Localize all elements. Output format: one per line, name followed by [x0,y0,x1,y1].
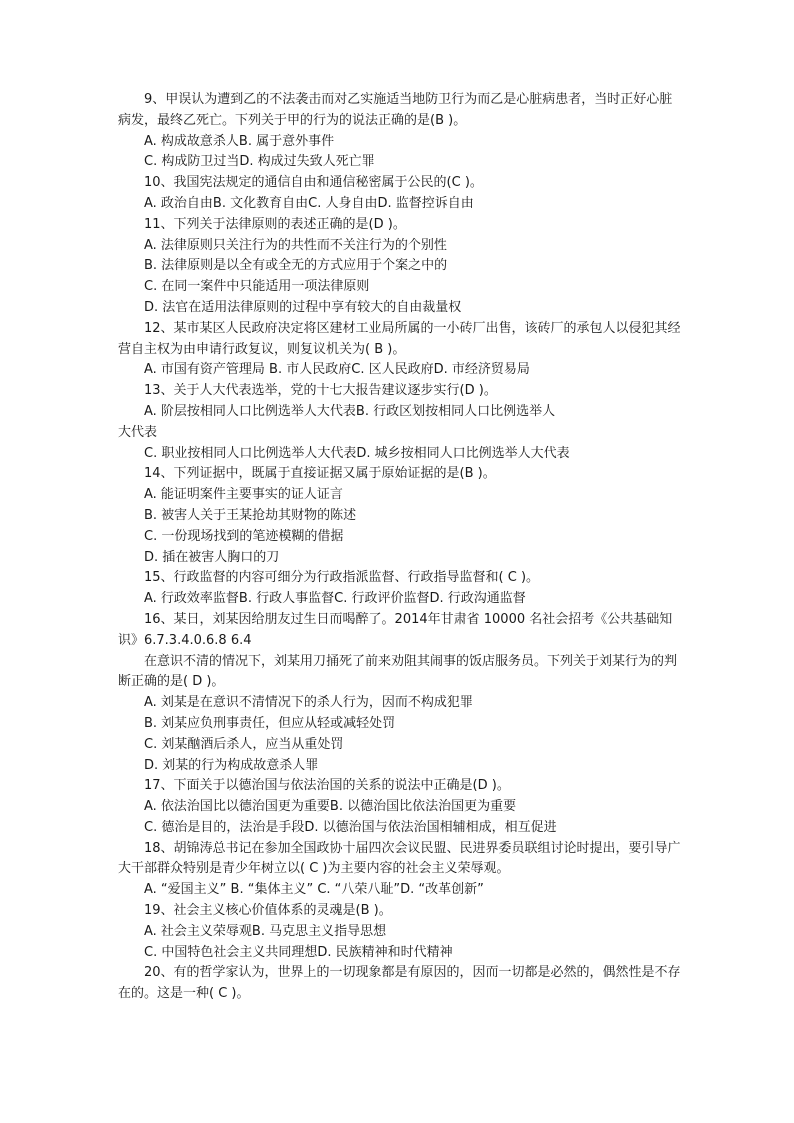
answer-option: B. 被害人关于王某抢劫其财物的陈述 [144,507,357,523]
answer-option: B. 法律原则是以全有或全无的方式应用于个案之中的 [144,258,448,274]
answer-option: D. 法官在适用法律原则的过程中享有较大的自由裁量权 [144,299,462,315]
question-text: 16、某日，刘某因给朋友过生日而喝醉了。2014年甘肃省 10000 名社会招考《公共基础知识》6.7.3.4.0.6.8 6.4 [118,611,673,648]
question-text: 18、胡锦涛总书记在参加全国政协十届四次会议民盟、民进界委员联组讨论时提出，要引导广大干部群众特别是青少年树立以( C )为主要内容的社会主义荣辱观。 [118,840,681,877]
question-text: 9、甲误认为遭到乙的不法袭击而对乙实施适当地防卫行为而乙是心脏病患者，当时正好心脏病发，最终乙死亡。下列关于甲的行为的说法正确的是(B )。 [118,92,673,128]
answer-option: C. 职业按相同人口比例选举人大代表D. 城乡按相同人口比例选举人大代表 [144,445,570,461]
answer-option: A. “爱国主义” B. “集体主义” C. “八荣八耻”D. “改革创新” [144,882,484,898]
answer-option: A. 社会主义荣辱观B. 马克思主义指导思想 [144,923,387,939]
answer-option: C. 中国特色社会主义共同理想D. 民族精神和时代精神 [144,944,453,960]
answer-option: C. 德治是目的，法治是手段D. 以德治国与依法治国相辅相成，相互促进 [144,819,557,835]
answer-option: A. 能证明案件主要事实的证人证言 [144,487,343,503]
answer-option: A. 法律原则只关注行为的共性而不关注行为的个别性 [144,237,447,253]
answer-option: A. 构成故意杀人B. 属于意外事件 [144,133,335,149]
answer-option: B. 刘某应负刑事责任，但应从轻或减轻处罚 [144,715,396,731]
answer-option: A. 依法治国比以德治国更为重要B. 以德治国比依法治国更为重要 [144,799,517,815]
question-text: 17、下面关于以德治国与依法治国的关系的说法中正确是(D )。 [144,778,510,794]
question-text: 20、有的哲学家认为，世界上的一切现象都是有原因的，因而一切都是必然的，偶然性是不存在的。这是一种( C )。 [118,965,681,1002]
question-text: 13、关于人大代表选举，党的十七大报告建议逐步实行(D )。 [144,383,497,399]
answer-option: D. 刘某的行为构成故意杀人罪 [144,757,319,773]
answer-option: A. 刘某是在意识不清情况下的杀人行为，因而不构成犯罪 [144,695,473,711]
answer-option: C. 构成防卫过当D. 构成过失致人死亡罪 [144,154,375,170]
question-text: 19、社会主义核心价值体系的灵魂是(B )。 [144,903,392,919]
answer-option: C. 在同一案件中只能适用一项法律原则 [144,279,370,295]
question-text: 在意识不清的情况下，刘某用刀捅死了前来劝阻其闹事的饭店服务员。下列关于刘某行为的判断正确的是( D )。 [118,653,678,690]
answer-option: A. 政治自由B. 文化教育自由C. 人身自由D. 监督控诉自由 [144,195,474,211]
document-body [118,90,683,1005]
question-text: 14、下列证据中，既属于直接证据又属于原始证据的是(B )。 [144,466,496,482]
answer-option: D. 插在被害人胸口的刀 [144,549,280,565]
question-text: 15、行政监督的内容可细分为行政指派监督、行政指导监督和( C )。 [144,570,540,586]
answer-option: A. 阶层按相同人口比例选举人大代表B. 行政区划按相同人口比例选举人 [144,403,556,419]
answer-option: A. 市国有资产管理局 B. 市人民政府C. 区人民政府D. 市经济贸易局 [144,362,530,378]
question-text: 10、我国宪法规定的通信自由和通信秘密属于公民的(C )。 [144,175,483,191]
question-text: 12、某市某区人民政府决定将区建材工业局所属的一小砖厂出售，该砖厂的承包人以侵犯其经营自主权为由申请行政复议，则复议机关为( B )。 [118,320,681,357]
continuation-text: 大代表 [118,424,158,440]
question-text: 11、下列关于法律原则的表述正确的是(D )。 [144,216,406,232]
answer-option: C. 刘某酗酒后杀人，应当从重处罚 [144,736,344,752]
answer-option: A. 行政效率监督B. 行政人事监督C. 行政评价监督D. 行政沟通监督 [144,591,526,607]
answer-option: C. 一份现场找到的笔迹模糊的借据 [144,528,344,544]
